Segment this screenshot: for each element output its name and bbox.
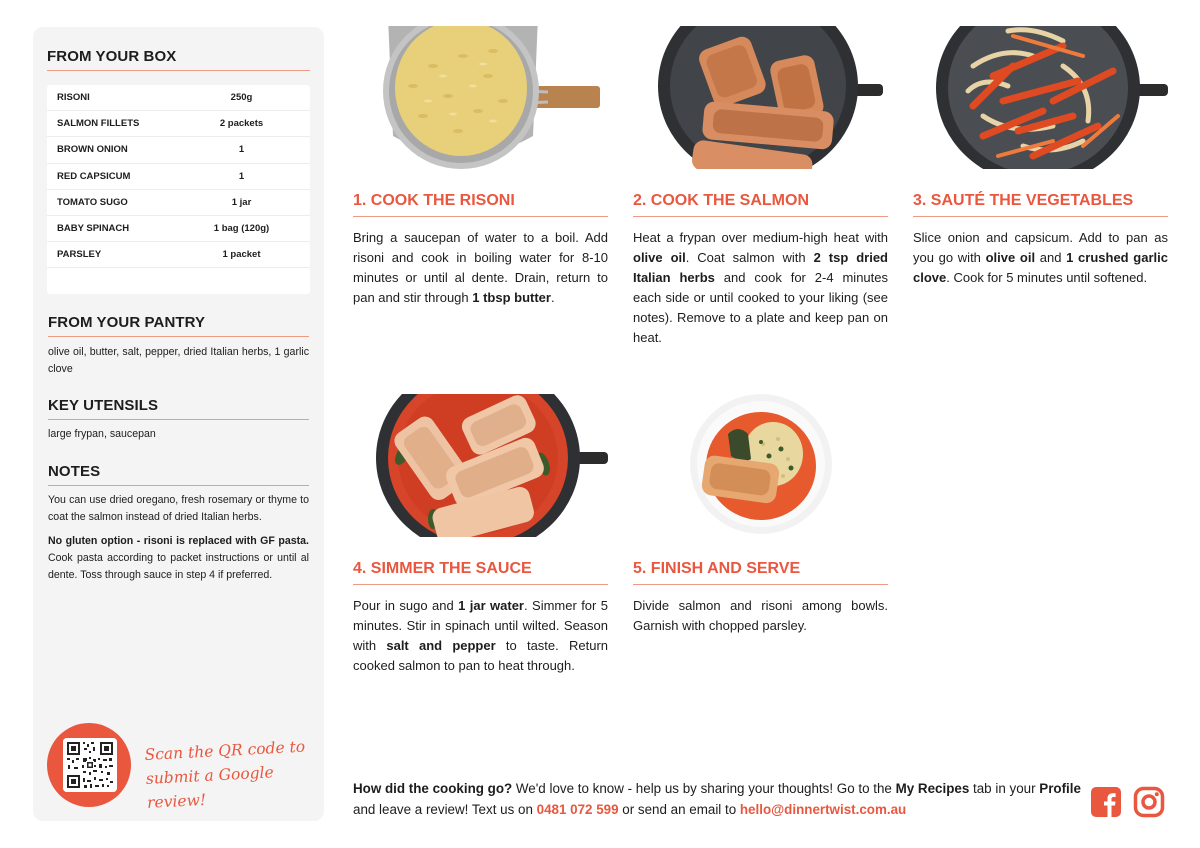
phone-link[interactable]: 0481 072 599 [536,802,619,817]
notes-text: Cook pasta according to packet instructions or until al dente. Toss through sauce in step 4 if preferred. [48,552,309,581]
footer-question: How did the cooking go? [353,781,513,796]
footer-text: tab in your [969,781,1040,796]
ingredient-name: SALMON FILLETS [57,118,140,130]
ingredient-qty: 1 bag (120g) [213,223,270,235]
step-text-part: . [550,290,555,305]
notes-body [48,492,309,591]
step-4-title: 4. SIMMER THE SAUCE [353,560,608,585]
footer-text: We'd love to know - help us by sharing your thoughts! Go to the [512,781,896,796]
step-text-part: Heat a frypan over medium-high heat with [633,230,888,245]
step-5-text [633,596,888,636]
step-text-part: . Simmer for 5 minutes. Stir in spinach until wilted. Season with [353,598,609,653]
ingredient-name: TOMATO SUGO [57,196,128,208]
step-4-photo [353,394,608,537]
table-row [47,137,310,163]
ingredient-qty: 1 jar [231,196,252,208]
from-your-box-heading: FROM YOUR BOX [47,48,310,71]
step-3-title: 3. SAUTÉ THE VEGETABLES [913,192,1168,217]
step-3-photo [913,26,1168,169]
notes-paragraph: You can use dried oregano, fresh rosemary or thyme to coat the salmon instead of dried Italian herbs. [48,494,309,523]
ingredient-qty: 1 [238,144,245,156]
step-text-part: and cook for 2-4 minutes each side or until cooked to your liking (see notes). Remove to a plate and keep pan on heat. [633,270,888,345]
step-3-text [913,228,1168,288]
ingredient-name: PARSLEY [57,249,102,261]
qr-note-line: Scan the QR code to [144,737,306,764]
step-2-title: 2. COOK THE SALMON [633,192,888,217]
footer-text: or send an email to [618,802,740,817]
ingredient-qty: 2 packets [219,118,264,130]
step-text-part: Pour in sugo and [353,598,459,613]
qr-review-note [144,734,318,815]
qr-code[interactable] [63,738,117,792]
ingredient-name: BROWN ONION [57,144,128,156]
step-1-text [353,228,608,308]
qr-note-line: submit a Google review! [145,763,275,812]
step-1-photo [353,26,608,169]
step-text-part: Divide salmon and risoni among bowls. Garnish with chopped parsley. [633,598,888,633]
step-1-title: 1. COOK THE RISONI [353,192,608,217]
table-row [47,190,310,216]
ingredient-qty: 1 packet [222,249,261,261]
ingredient-qty: 1 [238,170,245,182]
table-row [47,111,310,137]
step-text-bold: salt and pepper [386,638,496,653]
qr-code-badge [47,723,131,807]
step-2-photo [633,26,888,169]
my-recipes-label: My Recipes [895,781,970,796]
ingredients-sidebar [33,27,324,821]
table-row [47,216,310,242]
ingredient-name: RED CAPSICUM [57,170,131,182]
notes-bold-text: No gluten option - risoni is replaced with GF pasta. [48,535,309,547]
profile-label: Profile [1039,781,1081,796]
notes-paragraph [48,533,309,584]
step-text-bold: 1 crushed garlic clove [913,250,1168,285]
step-text-part: and [1035,250,1067,265]
step-text-part: . Cook for 5 minutes until softened. [946,270,1148,285]
step-4-text [353,596,608,676]
instagram-icon[interactable] [1133,786,1165,818]
step-2-text [633,228,888,348]
step-text-bold: olive oil [633,250,686,265]
step-5-title: 5. FINISH AND SERVE [633,560,888,585]
ingredient-name: BABY SPINACH [57,223,130,235]
from-your-pantry-heading: FROM YOUR PANTRY [48,314,309,337]
step-text-part: Slice onion and capsicum. Add to pan as you go with [913,230,1168,265]
step-5-photo [633,394,888,537]
footer-text: and leave a review! Text us on [353,802,537,817]
facebook-icon[interactable] [1090,786,1122,818]
key-utensils-heading: KEY UTENSILS [48,397,309,420]
review-footer [353,778,1083,820]
step-text-bold: 1 tbsp butter [472,290,551,305]
ingredient-name: RISONI [57,92,90,104]
notes-heading: NOTES [48,463,309,486]
step-text-part: to taste. Return cooked salmon to pan to heat through. [353,638,609,673]
table-row [47,164,310,190]
ingredients-table [47,85,310,294]
step-text-part: Bring a saucepan of water to a boil. Add risoni and cook in boiling water for 8-10 minutes or until al dente. Drain, return to pan and stir through [353,230,608,305]
email-link[interactable]: hello@dinnertwist.com.au [739,802,907,817]
step-text-bold: 2 tsp dried Italian herbs [633,250,888,285]
table-row [47,85,310,111]
utensils-list: large frypan, saucepan [48,428,156,440]
qr-code-icon [63,738,117,792]
step-text-bold: 1 jar water [458,598,524,613]
step-text-part: . Coat salmon with [685,250,814,265]
step-text-bold: olive oil [985,250,1036,265]
table-row [47,242,310,268]
ingredient-qty: 250g [230,92,253,104]
pantry-list: olive oil, butter, salt, pepper, dried Italian herbs, 1 garlic clove [48,346,309,375]
